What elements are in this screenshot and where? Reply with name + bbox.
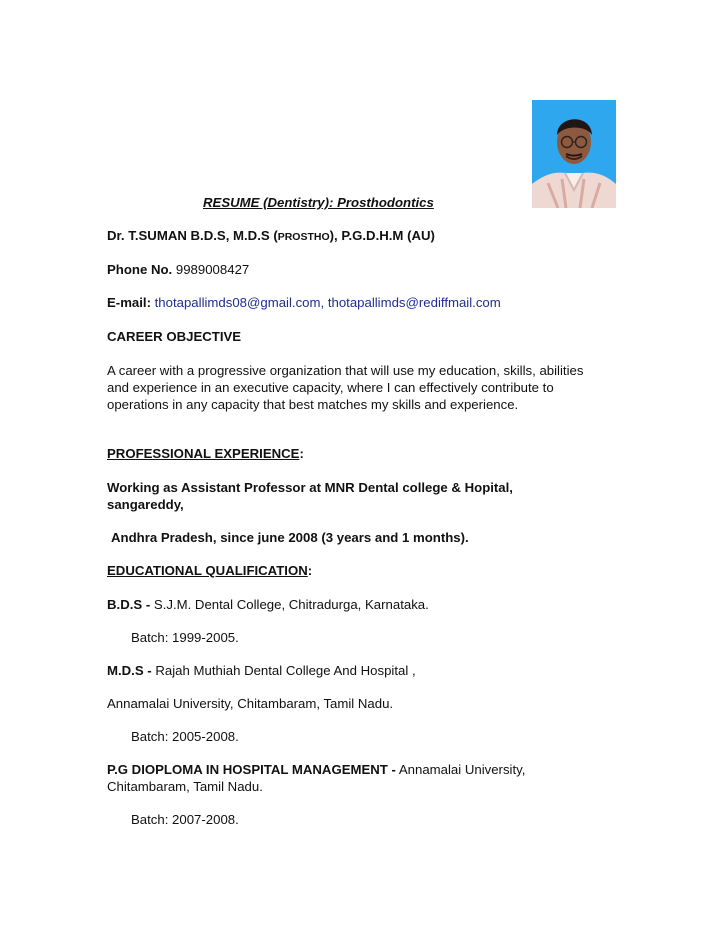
name-suffix: ), P.G.D.H.M (AU)	[329, 228, 435, 243]
bds-label: B.D.S -	[107, 597, 151, 612]
experience-heading	[107, 445, 304, 462]
education-heading-text: EDUCATIONAL QUALIFICATION	[107, 563, 308, 578]
pgd-batch: Batch: 2007-2008.	[131, 812, 239, 827]
phone-label: Phone No.	[107, 262, 173, 277]
experience-line-1: Working as Assistant Professor at MNR Dental college & Hopital, sangareddy,	[107, 480, 513, 512]
pgd-label: P.G DIOPLOMA IN HOSPITAL MANAGEMENT -	[107, 762, 396, 777]
portrait-image	[532, 100, 616, 208]
mds-text: Rajah Muthiah Dental College And Hospital ,	[155, 663, 416, 678]
resume-title: RESUME (Dentistry): Prosthodontics	[203, 195, 434, 210]
email-label: E-mail:	[107, 295, 151, 310]
experience-line-2: Andhra Pradesh, since june 2008 (3 years and 1 months).	[111, 530, 469, 545]
email-line	[107, 294, 501, 311]
mds-university: Annamalai University, Chitambaram, Tamil Nadu.	[107, 696, 394, 711]
education-heading	[107, 562, 312, 579]
bds-batch: Batch: 1999-2005.	[131, 630, 239, 645]
experience-heading-text: PROFESSIONAL EXPERIENCE	[107, 446, 300, 461]
mds-label: M.D.S -	[107, 663, 152, 678]
mds-line	[107, 662, 416, 679]
mds-batch: Batch: 2005-2008.	[131, 729, 239, 744]
bds-line	[107, 596, 429, 613]
name-specialty: PROSTHO	[277, 231, 330, 243]
email-value[interactable]: thotapallimds08@gmail.com, thotapallimds@rediffmail.com	[154, 295, 501, 310]
bds-text: S.J.M. Dental College, Chitradurga, Karnataka.	[153, 597, 429, 612]
phone-line	[107, 261, 249, 278]
experience-heading-colon: :	[299, 446, 304, 461]
career-text: A career with a progressive organization that will use my education, skills, abilities and experience in an executive capacity, where I can effectively contribute to operations in any capacity that best matches my skills and experience.	[107, 363, 584, 412]
education-heading-colon: :	[307, 563, 313, 578]
pgd-line	[107, 761, 587, 795]
phone-value: 9989008427	[175, 262, 250, 277]
candidate-name	[107, 227, 435, 246]
career-heading: CAREER OBJECTIVE	[107, 329, 242, 344]
name-prefix: Dr. T.SUMAN B.D.S, M.D.S (	[107, 228, 278, 243]
profile-photo	[532, 100, 616, 208]
pgd-text: Annamalai University, Chitambaram, Tamil Nadu.	[107, 762, 526, 794]
